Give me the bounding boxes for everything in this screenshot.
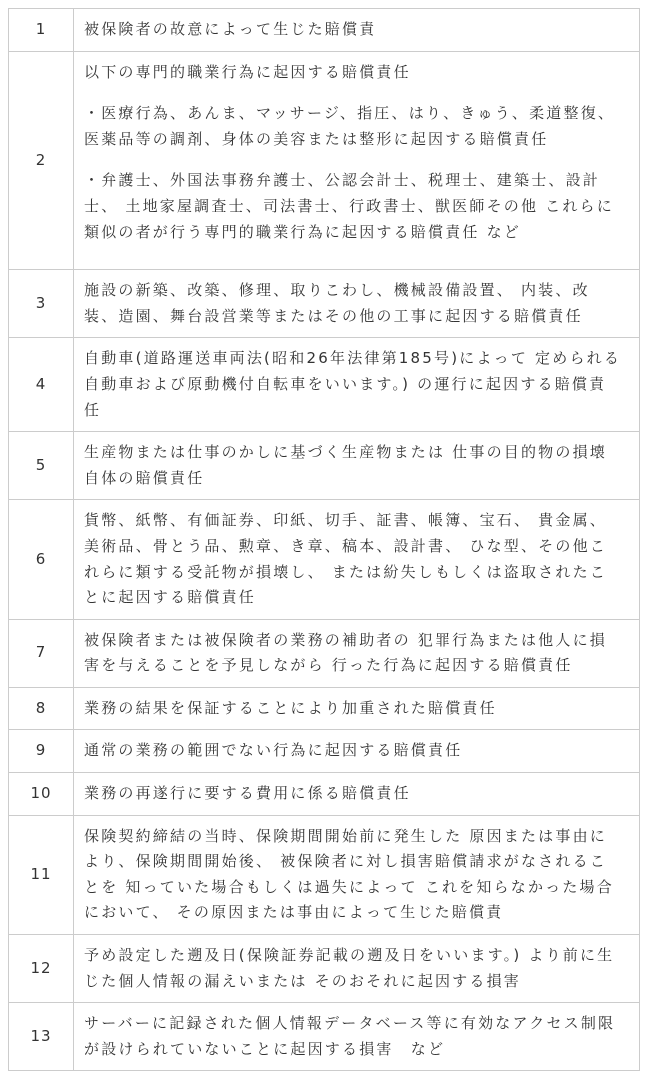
row-description [74,687,640,730]
description-paragraph [84,824,631,926]
description-line: 任 [84,400,102,419]
description-line: サーバーに記録された個人情報データベース等に有効なアクセス制限 [84,1014,616,1033]
row-number: 11 [9,815,74,934]
description-line: 被保険者の故意によって生じた賠償責 [84,20,377,38]
row-description [74,619,640,687]
row-number: 2 [9,51,74,270]
table-row [9,619,640,687]
row-description [74,9,640,52]
description-line: 類似の者が行う専門的職業行為に起因する賠償責任 など [84,222,521,241]
description-paragraph [84,168,631,245]
table-row [9,935,640,1003]
description-line: とを 知っていた場合もしくは過失によって これを知らなかった場合 [84,877,614,896]
row-description [74,338,640,432]
row-description [74,51,640,270]
description-line: 生産物または仕事のかしに基づく生産物または 仕事の目的物の損壊 [84,443,607,462]
table-row [9,687,640,730]
table-row [9,51,640,270]
description-paragraph [84,1011,631,1062]
row-number: 13 [9,1003,74,1071]
row-number: 6 [9,500,74,619]
description-line: 予め設定した遡及日(保険証券記載の遡及日をいいます。) より前に生 [84,946,615,965]
row-number: 7 [9,619,74,687]
description-line: 以下の専門的職業行為に起因する賠償責任 [84,62,411,81]
description-paragraph [84,17,631,43]
row-number: 3 [9,270,74,338]
description-line: 自動車および原動機付自転車をいいます。) の運行に起因する賠償責 [84,374,607,393]
row-number: 4 [9,338,74,432]
description-line: 業務の再遂行に要する費用に係る賠償責任 [84,784,411,803]
description-paragraph [84,628,631,679]
description-paragraph [84,738,631,764]
description-paragraph [84,696,631,722]
description-paragraph [84,60,631,86]
table-row [9,432,640,500]
row-number: 1 [9,9,74,52]
description-paragraph [84,440,631,491]
row-description [74,1003,640,1071]
description-paragraph [84,508,631,610]
numbered-table [8,8,640,1071]
description-line: 被保険者または被保険者の業務の補助者の 犯罪行為または他人に損 [84,630,607,649]
table-row [9,1003,640,1071]
row-number: 5 [9,432,74,500]
description-paragraph [84,101,631,152]
row-description [74,773,640,816]
description-line: 士、 土地家屋調査士、司法書士、行政書士、獣医師その他 これらに [84,196,614,215]
row-description [74,432,640,500]
description-line: より、保険期間開始後、 被保険者に対し損害賠償請求がなされるこ [84,852,607,871]
row-description [74,270,640,338]
row-number: 9 [9,730,74,773]
row-number: 8 [9,687,74,730]
table-row [9,500,640,619]
description-paragraph [84,781,631,807]
description-line: 装、造園、舞台設営業等またはその他の工事に起因する賠償責任 [84,306,583,325]
table-row [9,815,640,934]
description-paragraph [84,943,631,994]
description-line: ・医療行為、あんま、マッサージ、指圧、はり、きゅう、柔道整復、 [84,104,616,123]
description-line: 貨幣、紙幣、有価証券、印紙、切手、証書、帳簿、宝石、 貴金属、 [84,511,607,530]
table-row [9,773,640,816]
description-line: 業務の結果を保証することにより加重された賠償責任 [84,698,497,717]
description-line: 自体の賠償責任 [84,468,205,487]
description-line: れらに類する受託物が損壊し、 または紛失しもしくは盗取されたこ [84,562,607,581]
row-number: 12 [9,935,74,1003]
description-line: 保険契約締結の当時、保険期間開始前に発生した 原因または事由に [84,826,607,845]
description-line: 自動車(道路運送車両法(昭和26年法律第185号)によって 定められる [84,349,622,368]
row-description [74,815,640,934]
table-body [9,9,640,1071]
description-line: 医薬品等の調剤、身体の美容または整形に起因する賠償責任 [84,129,549,148]
table-row [9,730,640,773]
row-description [74,730,640,773]
table-row [9,338,640,432]
description-line: において、 その原因または事由によって生じた賠償責 [84,903,504,922]
description-paragraph [84,278,631,329]
description-line: 施設の新築、改築、修理、取りこわし、機械設備設置、 内装、改 [84,281,590,300]
description-line: とに起因する賠償責任 [84,588,257,607]
description-line: 通常の業務の範囲でない行為に起因する賠償責任 [84,741,463,760]
description-line: ・弁護士、外国法事務弁護士、公認会計士、税理士、建築士、設計 [84,171,601,190]
row-description [74,935,640,1003]
table-row [9,9,640,52]
description-line: が設けられていないことに起因する損害 など [84,1039,446,1058]
description-line: 美術品、骨とう品、勲章、き章、稿本、設計書、 ひな型、その他こ [84,536,607,555]
description-line: 害を与えることを予見しながら 行った行為に起因する賠償責任 [84,656,573,675]
description-paragraph [84,346,631,423]
row-number: 10 [9,773,74,816]
description-line: じた個人情報の漏えいまたは そのおそれに起因する損害 [84,971,521,990]
table-row [9,270,640,338]
row-description [74,500,640,619]
